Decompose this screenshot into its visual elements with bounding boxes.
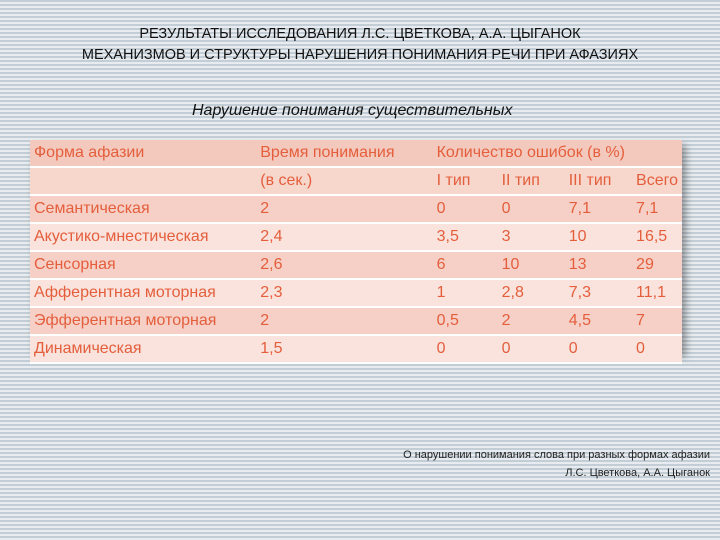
cell-time: 2,3 (256, 279, 432, 307)
cell-form: Акустико-мнестическая (30, 223, 256, 251)
table-row (30, 307, 682, 335)
table-row (30, 279, 682, 307)
cell-form: Эфферентная моторная (30, 307, 256, 335)
cell-type-2: 2 (498, 307, 565, 335)
cell-total: 11,1 (632, 279, 682, 307)
cell-type-2: 0 (498, 195, 565, 223)
cell-type-1: 0,5 (433, 307, 498, 335)
cell-type-2: 3 (498, 223, 565, 251)
caption-line-2: Л.С. Цветкова, А.А. Цыганок (565, 467, 710, 479)
header-form: Форма афазии (30, 140, 256, 167)
cell-total: 7,1 (632, 195, 682, 223)
cell-type-3: 13 (565, 251, 632, 279)
cell-form: Семантическая (30, 195, 256, 223)
cell-type-3: 0 (565, 335, 632, 363)
cell-form: Динамическая (30, 335, 256, 363)
cell-type-1: 3,5 (433, 223, 498, 251)
cell-type-1: 6 (433, 251, 498, 279)
table-row (30, 195, 682, 223)
cell-type-3: 4,5 (565, 307, 632, 335)
table-row (30, 335, 682, 363)
cell-type-1: 0 (433, 195, 498, 223)
cell-type-1: 1 (433, 279, 498, 307)
header-total: Всего (632, 167, 682, 195)
cell-time: 1,5 (256, 335, 432, 363)
cell-type-2: 0 (498, 335, 565, 363)
cell-form: Афферентная моторная (30, 279, 256, 307)
cell-total: 0 (632, 335, 682, 363)
results-table (30, 140, 682, 357)
caption-line-1: О нарушении понимания слова при разных формах афазии (403, 449, 710, 461)
cell-type-2: 2,8 (498, 279, 565, 307)
slide-title-line-1: РЕЗУЛЬТАТЫ ИССЛЕДОВАНИЯ Л.С. ЦВЕТКОВА, А.А. ЦЫГАНОК (139, 26, 581, 42)
cell-type-3: 10 (565, 223, 632, 251)
header-type-2: II тип (498, 167, 565, 195)
slide-title (0, 24, 720, 66)
cell-time: 2,4 (256, 223, 432, 251)
header-type-1: I тип (433, 167, 498, 195)
cell-time: 2 (256, 307, 432, 335)
cell-form: Сенсорная (30, 251, 256, 279)
table-row (30, 251, 682, 279)
table-row (30, 223, 682, 251)
header-time-unit: (в сек.) (256, 167, 432, 195)
cell-type-3: 7,3 (565, 279, 632, 307)
cell-total: 16,5 (632, 223, 682, 251)
cell-type-3: 7,1 (565, 195, 632, 223)
cell-time: 2 (256, 195, 432, 223)
table-header-row (30, 140, 682, 167)
table-subheader-row (30, 167, 682, 195)
cell-total: 7 (632, 307, 682, 335)
cell-type-2: 10 (498, 251, 565, 279)
header-type-3: III тип (565, 167, 632, 195)
slide-title-line-2: МЕХАНИЗМОВ И СТРУКТУРЫ НАРУШЕНИЯ ПОНИМАНИЯ РЕЧИ ПРИ АФАЗИЯХ (81, 47, 639, 63)
header-form-empty (30, 167, 256, 195)
cell-time: 2,6 (256, 251, 432, 279)
cell-total: 29 (632, 251, 682, 279)
header-time: Время понимания (256, 140, 432, 167)
source-caption (403, 446, 710, 482)
header-errors: Количество ошибок (в %) (433, 140, 682, 167)
slide-subtitle: Нарушение понимания существительных (192, 102, 513, 119)
cell-type-1: 0 (433, 335, 498, 363)
